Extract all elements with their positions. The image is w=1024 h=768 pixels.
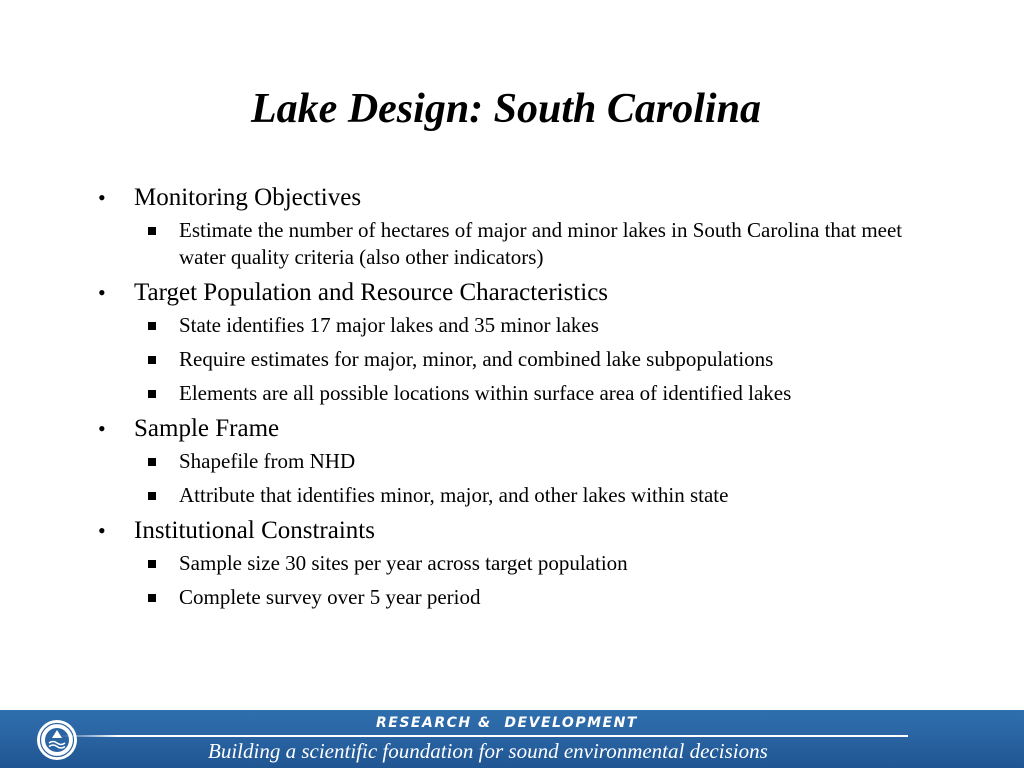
bullet-level-1 [96,183,926,213]
bullet-level-2 [96,346,926,373]
bullet-text: Require estimates for major, minor, and combined lake subpopulations [179,347,774,371]
sub-bullet-list [96,550,926,611]
bullet-dot-icon: • [98,416,106,441]
square-bullet-icon [148,390,156,398]
square-bullet-icon [148,322,156,330]
bullet-level-1 [96,414,926,444]
bullet-level-2 [96,482,926,509]
square-bullet-icon [148,492,156,500]
bullet-level-2 [96,584,926,611]
square-bullet-icon [148,227,156,235]
section-target-population [96,278,926,407]
bullet-level-1 [96,278,926,308]
slide-content [96,183,926,618]
bullet-text: Sample size 30 sites per year across target population [179,551,628,575]
bullet-text: Elements are all possible locations within surface area of identified lakes [179,381,792,405]
footer-banner [0,710,1024,768]
square-bullet-icon [148,458,156,466]
bullet-dot-icon: • [98,185,106,210]
footer-rule [118,735,908,737]
square-bullet-icon [148,356,156,364]
bullet-level-2 [96,312,926,339]
bullet-level-2 [96,217,926,271]
section-sample-frame [96,414,926,509]
bullet-text: Attribute that identifies minor, major, and other lakes within state [179,483,729,507]
bullet-text: Shapefile from NHD [179,449,356,473]
sub-bullet-list [96,448,926,509]
section-label: Sample Frame [134,415,280,442]
epa-seal-icon [36,719,78,761]
footer-rule-fade [60,735,118,737]
section-label: Target Population and Resource Characteristics [134,279,609,306]
bullet-level-2 [96,448,926,475]
bullet-level-2 [96,550,926,577]
bullet-text: State identifies 17 major lakes and 35 minor lakes [179,313,599,337]
bullet-level-2 [96,380,926,407]
bullet-dot-icon: • [98,280,106,305]
bullet-text: Estimate the number of hectares of major and minor lakes in South Carolina that meet water quality criteria (also other indicators) [179,218,903,269]
bullet-dot-icon: • [98,518,106,543]
sub-bullet-list [96,312,926,407]
bullet-text: Complete survey over 5 year period [179,585,481,609]
bullet-level-1 [96,516,926,546]
section-label: Monitoring Objectives [134,184,362,211]
footer-heading: RESEARCH & DEVELOPMENT [376,715,638,731]
section-monitoring-objectives [96,183,926,271]
footer-tagline: Building a scientific foundation for sound environmental decisions [208,739,768,763]
section-institutional-constraints [96,516,926,611]
square-bullet-icon [148,560,156,568]
section-label: Institutional Constraints [134,517,375,544]
slide-title: Lake Design: South Carolina [251,86,761,132]
sub-bullet-list [96,217,926,271]
square-bullet-icon [148,594,156,602]
